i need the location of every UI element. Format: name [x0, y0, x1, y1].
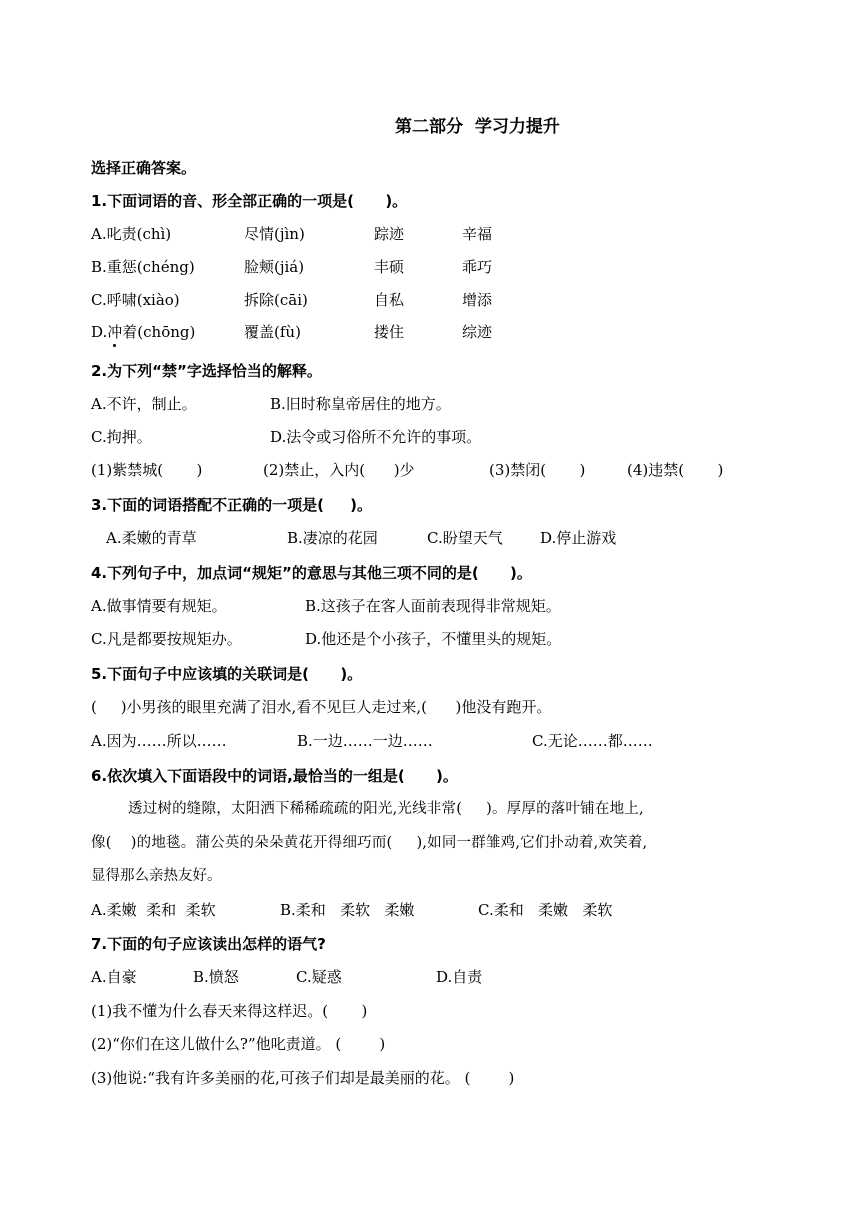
q7-stem: 7.下面的句子应该读出怎样的语气?	[91, 935, 326, 953]
q1-c3: 自私	[374, 291, 405, 309]
q3-stem: 3.下面的词语搭配不正确的一项是( )。	[91, 496, 372, 514]
q2-item-3: (3)禁闭( )	[489, 461, 586, 479]
q4-stem: 4.下列句子中，加点词“规矩”的意思与其他三项不同的是( )。	[91, 564, 532, 582]
q2-opt-c: C.拘押。	[91, 428, 152, 446]
q6-passage-line-3: 显得那么亲热友好。	[91, 868, 222, 884]
q2-item-4: (4)违禁( )	[627, 461, 724, 479]
q7-opt-d: D.自责	[436, 968, 483, 986]
q5-opt-a: A.因为……所以……	[91, 732, 227, 750]
q1-b2: 脸颊(jiá)	[244, 258, 305, 276]
q7-item-3: (3)他说:“我有许多美丽的花,可孩子们却是最美丽的花。 ( )	[91, 1069, 515, 1087]
q1-c2: 拆除(cāi)	[244, 291, 308, 309]
q2-opt-d: D.法令或习俗所不允许的事项。	[270, 428, 482, 446]
q2-stem: 2.为下列“禁”字选择恰当的解释。	[91, 362, 322, 380]
q3-opt-a: A.柔嫩的青草	[106, 529, 197, 547]
q1-a2: 尽情(jìn)	[244, 225, 305, 243]
q2-item-1: (1)紫禁城( )	[91, 461, 203, 479]
q3-opt-b: B.凄凉的花园	[287, 529, 378, 547]
q1-d-letter: D.	[91, 323, 108, 341]
q1-d4: 综迹	[462, 323, 493, 341]
q7-item-1: (1)我不懂为什么春天来得这样迟。( )	[91, 1002, 368, 1020]
q5-stem: 5.下面句子中应该填的关联词是( )。	[91, 665, 363, 683]
q1-c4: 增添	[462, 291, 493, 309]
q1-a3: 踪迹	[374, 225, 405, 243]
q6-passage-line-2: 像( )的地毯。蒲公英的朵朵黄花开得细巧而( ),如同一群雏鸡,它们扑动着,欢笑着,	[91, 835, 648, 851]
q1-stem: 1.下面词语的音、形全部正确的一项是( )。	[91, 192, 408, 210]
q4-opt-c: C.凡是都要按规矩办。	[91, 630, 242, 648]
q1-d1	[91, 322, 195, 342]
q6-passage-line-1: 透过树的缝隙，太阳洒下稀稀疏疏的阳光,光线非常( )。厚厚的落叶铺在地上,	[128, 801, 644, 817]
q7-item-2: (2)“你们在这儿做什么?”他叱责道。 ( )	[91, 1035, 386, 1053]
q7-opt-a: A.自豪	[91, 968, 137, 986]
q1-b3: 丰硕	[374, 258, 405, 276]
q2-item-2: (2)禁止，入内( )少	[263, 461, 415, 479]
q6-opt-a: A.柔嫩 柔和 柔软	[91, 901, 216, 919]
q2-opt-a: A.不许，制止。	[91, 395, 197, 413]
q1-d2: 覆盖(fù)	[244, 323, 301, 341]
q1-b4: 乖巧	[462, 258, 493, 276]
q6-opt-c: C.柔和 柔嫩 柔软	[478, 901, 613, 919]
q3-opt-c: C.盼望天气	[427, 529, 503, 547]
q5-opt-b: B.一边……一边……	[297, 732, 433, 750]
q4-opt-b: B.这孩子在客人面前表现得非常规矩。	[305, 597, 561, 615]
q4-opt-d: D.他还是个小孩子，不懂里头的规矩。	[305, 630, 562, 648]
page-title: 第二部分 学习力提升	[395, 117, 560, 137]
q1-a1: A.叱责(chì)	[91, 225, 172, 243]
q1-d3: 搂住	[374, 323, 405, 341]
instruction: 选择正确答案。	[91, 159, 197, 177]
q1-a4: 辛福	[462, 225, 493, 243]
q6-opt-b: B.柔和 柔软 柔嫩	[280, 901, 415, 919]
emphasis-dot-char: 冲	[107, 323, 123, 341]
q1-d-rest: 着(chōng)	[122, 323, 196, 341]
q2-opt-b: B.旧时称皇帝居住的地方。	[270, 395, 451, 413]
q4-opt-a: A.做事情要有规矩。	[91, 597, 227, 615]
q7-opt-c: C.疑惑	[296, 968, 342, 986]
q3-opt-d: D.停止游戏	[540, 529, 617, 547]
q5-opt-c: C.无论……都……	[532, 732, 653, 750]
q1-c1: C.呼啸(xiào)	[91, 291, 180, 309]
q7-opt-b: B.愤怒	[193, 968, 239, 986]
q6-stem: 6.依次填入下面语段中的词语,最恰当的一组是( )。	[91, 767, 458, 785]
q5-sentence: ( )小男孩的眼里充满了泪水,看不见巨人走过来,( )他没有跑开。	[91, 698, 552, 716]
q1-b1: B.重惩(chéng)	[91, 258, 195, 276]
